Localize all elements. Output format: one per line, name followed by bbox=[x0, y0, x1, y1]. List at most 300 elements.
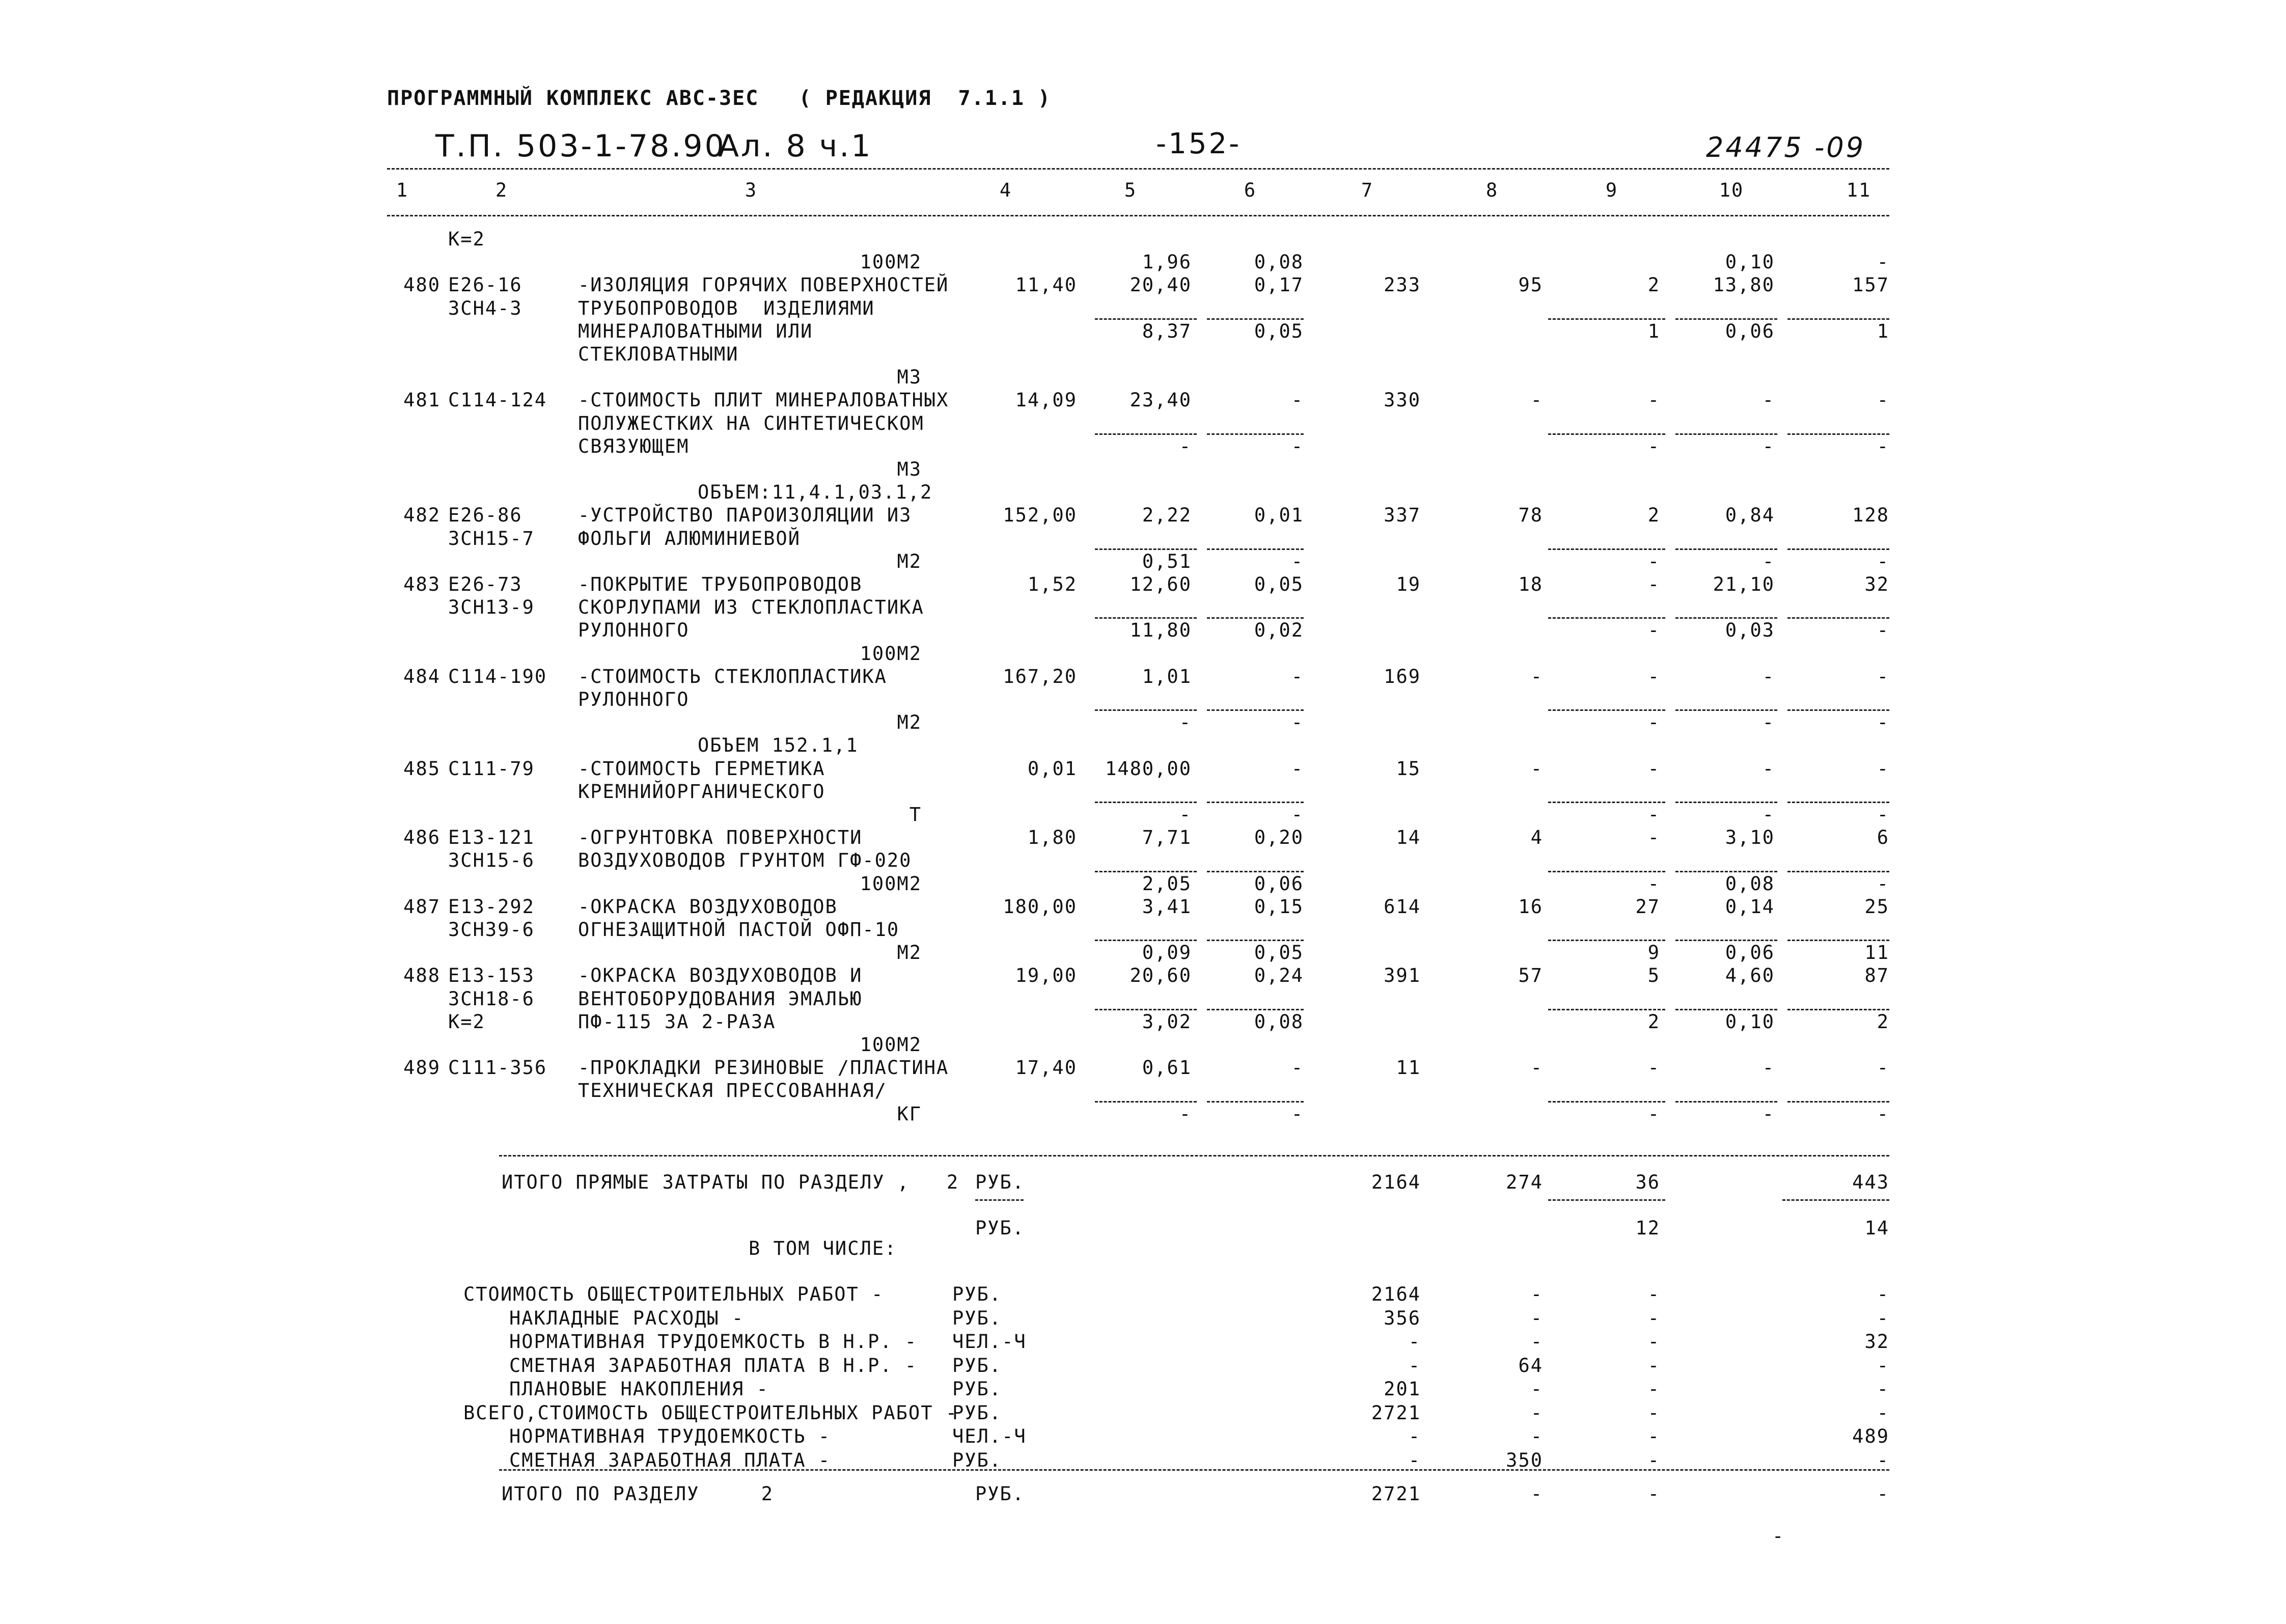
cell-c3: -СТОИМОСТЬ СТЕКЛОПЛАСТИКА bbox=[578, 666, 887, 687]
labor-separator bbox=[1675, 1009, 1777, 1010]
doc-reference: Т.П. 503-1-78.90 bbox=[435, 128, 726, 164]
cell-c3: ВОЗДУХОВОДОВ ГРУНТОМ ГФ-020 bbox=[578, 849, 912, 871]
cell-c4: 1,80 bbox=[1027, 827, 1077, 848]
final-total-c8: - bbox=[1530, 1483, 1543, 1505]
summary-c9: - bbox=[1647, 1331, 1660, 1353]
labor-separator bbox=[1548, 709, 1665, 711]
cell-c6: - bbox=[1291, 389, 1304, 411]
cell-c9: - bbox=[1647, 435, 1660, 457]
cell-c9: - bbox=[1647, 1057, 1660, 1079]
cell-c5: 8,37 bbox=[1142, 320, 1192, 342]
including-label: В ТОМ ЧИСЛЕ: bbox=[749, 1237, 897, 1259]
cell-c1: 484 bbox=[403, 666, 440, 687]
summary-unit: ЧЕЛ.-Ч bbox=[952, 1425, 1027, 1447]
cell-c9: - bbox=[1647, 389, 1660, 411]
cell-c7: 19 bbox=[1396, 573, 1421, 595]
cell-c2: К=2 bbox=[448, 228, 485, 250]
cell-c5: 3,41 bbox=[1142, 896, 1192, 918]
summary-c8: - bbox=[1530, 1307, 1543, 1329]
cell-c7: 391 bbox=[1384, 965, 1421, 986]
cell-c3: -СТОИМОСТЬ ГЕРМЕТИКА bbox=[578, 758, 825, 780]
cell-c5: 2,05 bbox=[1142, 873, 1192, 895]
summary-c8: 64 bbox=[1518, 1355, 1543, 1377]
cell-c11: - bbox=[1877, 251, 1889, 273]
cell-c3: ТЕХНИЧЕСКАЯ ПРЕССОВАННАЯ/ bbox=[578, 1080, 887, 1102]
cell-c3: КРЕМНИЙОРГАНИЧЕСКОГО bbox=[578, 781, 825, 803]
cell-c6: 0,05 bbox=[1254, 320, 1304, 342]
cell-c3: ВЕНТОБОРУДОВАНИЯ ЭМАЛЬЮ bbox=[578, 988, 863, 1010]
cell-c1: 487 bbox=[403, 896, 440, 918]
cost-separator bbox=[1207, 802, 1304, 803]
cell-c3: -УСТРОЙСТВО ПАРОИЗОЛЯЦИИ ИЗ bbox=[578, 504, 912, 526]
cell-c3: СТЕКЛОВАТНЫМИ bbox=[578, 343, 739, 365]
summary-c11: - bbox=[1877, 1307, 1889, 1329]
cell-c5: 7,71 bbox=[1142, 827, 1192, 848]
summary-label: НОРМАТИВНАЯ ТРУДОЕМКОСТЬ В Н.Р. - bbox=[509, 1331, 918, 1353]
cell-c1: 485 bbox=[403, 758, 440, 780]
cell-c6: 0,08 bbox=[1254, 1011, 1304, 1033]
labor-separator bbox=[1787, 709, 1889, 711]
labor-separator bbox=[1548, 548, 1665, 550]
cell-c6: 0,02 bbox=[1254, 619, 1304, 641]
cell-c7: 169 bbox=[1384, 666, 1421, 687]
labor-separator bbox=[1787, 871, 1889, 872]
summary-c7: - bbox=[1408, 1331, 1421, 1353]
cell-c5: 1,96 bbox=[1142, 251, 1192, 273]
labor-separator bbox=[1675, 802, 1777, 803]
summary-c11: - bbox=[1877, 1402, 1889, 1424]
cell-c3: СВЯЗУЮЩЕМ bbox=[578, 435, 690, 457]
cell-c6: 0,05 bbox=[1254, 573, 1304, 595]
cell-c10: - bbox=[1762, 1057, 1775, 1079]
cell-c3: 100М2 bbox=[860, 643, 922, 665]
cell-c11: 25 bbox=[1864, 896, 1889, 918]
cost-separator bbox=[1207, 548, 1304, 550]
cell-c8: 95 bbox=[1518, 274, 1543, 296]
labor-separator bbox=[1548, 433, 1665, 435]
cell-c4: 180,00 bbox=[1003, 896, 1077, 918]
cell-c11: - bbox=[1877, 804, 1889, 825]
summary-c7: 2164 bbox=[1371, 1283, 1421, 1305]
cell-c3: Т bbox=[909, 804, 922, 825]
cell-c6: 0,05 bbox=[1254, 942, 1304, 964]
cell-c2: Е13-153 bbox=[448, 965, 535, 986]
cell-c5: 12,60 bbox=[1130, 573, 1192, 595]
summary-c8: - bbox=[1530, 1283, 1543, 1305]
summary-c9: - bbox=[1647, 1283, 1660, 1305]
cost-separator bbox=[1095, 1101, 1197, 1103]
column-header-9: 9 bbox=[1605, 179, 1618, 201]
cell-c6: - bbox=[1291, 1103, 1304, 1125]
summary-label: ВСЕГО,СТОИМОСТЬ ОБЩЕСТРОИТЕЛЬНЫХ РАБОТ - bbox=[463, 1402, 958, 1424]
column-header-1: 1 bbox=[396, 179, 409, 201]
labor-separator bbox=[1548, 1101, 1665, 1103]
final-rule bbox=[499, 1469, 1889, 1471]
cell-c6: - bbox=[1291, 804, 1304, 825]
summary-c11: - bbox=[1877, 1449, 1889, 1471]
cell-c1: 483 bbox=[403, 573, 440, 595]
cell-c3: М2 bbox=[897, 711, 922, 733]
summary-c7: - bbox=[1408, 1449, 1421, 1471]
cell-c9: 27 bbox=[1635, 896, 1660, 918]
cost-separator bbox=[1095, 617, 1197, 619]
cell-c8: 16 bbox=[1518, 896, 1543, 918]
labor-separator bbox=[1548, 617, 1665, 619]
cell-c5: 0,09 bbox=[1142, 942, 1192, 964]
cell-c6: 0,01 bbox=[1254, 504, 1304, 526]
cell-c5: 20,60 bbox=[1130, 965, 1192, 986]
summary-c9: - bbox=[1647, 1355, 1660, 1377]
cell-c3: М2 bbox=[897, 942, 922, 964]
header-rule-bottom bbox=[387, 215, 1889, 216]
header-rule-top bbox=[387, 168, 1889, 170]
cell-c3: ОБЪЕМ:11,4.1,03.1,2 bbox=[698, 481, 933, 503]
cell-c2: С111-79 bbox=[448, 758, 535, 780]
cost-separator bbox=[1095, 318, 1197, 320]
cell-c4: 14,09 bbox=[1015, 389, 1077, 411]
labor-separator bbox=[1548, 318, 1665, 320]
labor-separator bbox=[1787, 548, 1889, 550]
cell-c10: 0,10 bbox=[1725, 1011, 1775, 1033]
summary-c8: - bbox=[1530, 1331, 1543, 1353]
cell-c3: СКОРЛУПАМИ ИЗ СТЕКЛОПЛАСТИКА bbox=[578, 596, 924, 618]
cell-c4: 11,40 bbox=[1015, 274, 1077, 296]
cell-c10: - bbox=[1762, 758, 1775, 780]
labor-separator bbox=[1787, 940, 1889, 941]
cell-c9: - bbox=[1647, 711, 1660, 733]
cell-c9: 2 bbox=[1647, 504, 1660, 526]
direct-costs-hours: 443 bbox=[1852, 1171, 1889, 1193]
cell-c5: - bbox=[1179, 711, 1192, 733]
cell-c11: 157 bbox=[1852, 274, 1889, 296]
summary-c11: - bbox=[1877, 1355, 1889, 1377]
summary-unit: РУБ. bbox=[952, 1307, 1002, 1329]
cell-c7: 337 bbox=[1384, 504, 1421, 526]
cell-c8: 78 bbox=[1518, 504, 1543, 526]
cell-c10: - bbox=[1762, 1103, 1775, 1125]
cell-c10: - bbox=[1762, 804, 1775, 825]
cell-c2: Е13-121 bbox=[448, 827, 535, 848]
summary-unit: РУБ. bbox=[952, 1355, 1002, 1377]
cell-c3: РУЛОННОГО bbox=[578, 689, 690, 710]
cell-c2: ЗСН18-6 bbox=[448, 988, 535, 1010]
labor-separator bbox=[1675, 318, 1777, 320]
unit-underline bbox=[975, 1199, 1024, 1201]
cell-c10: 0,06 bbox=[1725, 942, 1775, 964]
summary-c9: - bbox=[1647, 1378, 1660, 1400]
cell-c4: 0,01 bbox=[1027, 758, 1077, 780]
cell-c5: - bbox=[1179, 1103, 1192, 1125]
cell-c3: М3 bbox=[897, 366, 922, 388]
cell-c3: ОГНЕЗАЩИТНОЙ ПАСТОЙ ОФП-10 bbox=[578, 919, 900, 941]
summary-c9: - bbox=[1647, 1449, 1660, 1471]
c9-underline bbox=[1548, 1199, 1665, 1201]
cell-c5: 3,02 bbox=[1142, 1011, 1192, 1033]
c11-underline bbox=[1782, 1199, 1889, 1201]
cost-separator bbox=[1095, 709, 1197, 711]
cell-c11: - bbox=[1877, 873, 1889, 895]
cell-c10: 0,03 bbox=[1725, 619, 1775, 641]
cell-c7: 330 bbox=[1384, 389, 1421, 411]
cell-c9: 2 bbox=[1647, 274, 1660, 296]
cell-c5: 1480,00 bbox=[1105, 758, 1192, 780]
cell-c10: - bbox=[1762, 435, 1775, 457]
summary-c9: - bbox=[1647, 1425, 1660, 1447]
cell-c5: 0,51 bbox=[1142, 550, 1192, 572]
column-header-4: 4 bbox=[999, 179, 1012, 201]
cell-c3: ОБЪЕМ 152.1,1 bbox=[698, 734, 859, 756]
cost-separator bbox=[1207, 318, 1304, 320]
final-total-c11: - bbox=[1877, 1483, 1889, 1505]
cell-c3: -ОГРУНТОВКА ПОВЕРХНОСТИ bbox=[578, 827, 863, 848]
cell-c6: - bbox=[1291, 550, 1304, 572]
cell-c1: 489 bbox=[403, 1057, 440, 1079]
cell-c6: - bbox=[1291, 711, 1304, 733]
cell-c9: - bbox=[1647, 804, 1660, 825]
cost-separator bbox=[1207, 1101, 1304, 1103]
cell-c7: 614 bbox=[1384, 896, 1421, 918]
cell-c6: - bbox=[1291, 758, 1304, 780]
cell-c4: 167,20 bbox=[1003, 666, 1077, 687]
cell-c5: 23,40 bbox=[1130, 389, 1192, 411]
cell-c11: - bbox=[1877, 758, 1889, 780]
cell-c10: 13,80 bbox=[1713, 274, 1775, 296]
cell-c7: 14 bbox=[1396, 827, 1421, 848]
direct-costs-label: ИТОГО ПРЯМЫЕ ЗАТРАТЫ ПО РАЗДЕЛУ , 2 bbox=[502, 1171, 959, 1193]
cost-separator bbox=[1095, 1009, 1197, 1010]
cell-c8: 4 bbox=[1530, 827, 1543, 848]
summary-c7: - bbox=[1408, 1425, 1421, 1447]
cell-c2: Е26-16 bbox=[448, 274, 522, 296]
cell-c10: 0,84 bbox=[1725, 504, 1775, 526]
cell-c3: М3 bbox=[897, 458, 922, 480]
cost-separator bbox=[1095, 871, 1197, 872]
cell-c2: К=2 bbox=[448, 1011, 485, 1033]
cell-c11: - bbox=[1877, 619, 1889, 641]
cell-c1: 486 bbox=[403, 827, 440, 848]
cost-separator bbox=[1095, 433, 1197, 435]
final-total-c7: 2721 bbox=[1371, 1483, 1421, 1505]
summary-c9: - bbox=[1647, 1402, 1660, 1424]
cost-separator bbox=[1207, 871, 1304, 872]
direct-costs-c11-second: 14 bbox=[1864, 1217, 1889, 1239]
cell-c3: -ИЗОЛЯЦИЯ ГОРЯЧИХ ПОВЕРХНОСТЕЙ bbox=[578, 274, 949, 296]
cell-c5: 20,40 bbox=[1130, 274, 1192, 296]
direct-costs-machine-wages: 12 bbox=[1635, 1217, 1660, 1239]
cell-c7: 11 bbox=[1396, 1057, 1421, 1079]
cell-c4: 1,52 bbox=[1027, 573, 1077, 595]
footer-mark: - bbox=[1772, 1525, 1785, 1547]
column-header-3: 3 bbox=[745, 179, 758, 201]
cell-c9: - bbox=[1647, 758, 1660, 780]
cell-c7: 233 bbox=[1384, 274, 1421, 296]
cost-separator bbox=[1095, 802, 1197, 803]
cell-c6: 0,06 bbox=[1254, 873, 1304, 895]
summary-unit: РУБ. bbox=[952, 1402, 1002, 1424]
cell-c9: - bbox=[1647, 550, 1660, 572]
cell-c2: ЗСН4-3 bbox=[448, 297, 522, 319]
cell-c4: 152,00 bbox=[1003, 504, 1077, 526]
cell-c3: МИНЕРАЛОВАТНЫМИ ИЛИ bbox=[578, 320, 813, 342]
cell-c10: 21,10 bbox=[1713, 573, 1775, 595]
labor-separator bbox=[1548, 1009, 1665, 1010]
direct-costs-labor: 274 bbox=[1506, 1171, 1543, 1193]
cell-c3: ПОЛУЖЕСТКИХ НА СИНТЕТИЧЕСКОМ bbox=[578, 412, 924, 434]
summary-c11: - bbox=[1877, 1283, 1889, 1305]
cell-c2: ЗСН15-7 bbox=[448, 528, 535, 549]
summary-unit: РУБ. bbox=[952, 1283, 1002, 1305]
cell-c6: - bbox=[1291, 666, 1304, 687]
album-label: Ал. 8 ч.1 bbox=[718, 128, 873, 164]
cell-c2: ЗСН13-9 bbox=[448, 596, 535, 618]
labor-separator bbox=[1675, 1101, 1777, 1103]
summary-c11: - bbox=[1877, 1378, 1889, 1400]
labor-separator bbox=[1787, 318, 1889, 320]
cell-c3: 100М2 bbox=[860, 251, 922, 273]
cell-c1: 482 bbox=[403, 504, 440, 526]
cell-c5: - bbox=[1179, 435, 1192, 457]
cell-c11: - bbox=[1877, 389, 1889, 411]
cell-c10: 0,14 bbox=[1725, 896, 1775, 918]
cell-c5: 2,22 bbox=[1142, 504, 1192, 526]
direct-costs-unit-2: РУБ. bbox=[975, 1217, 1025, 1239]
final-total-label: ИТОГО ПО РАЗДЕЛУ 2 bbox=[502, 1483, 774, 1505]
summary-label: СМЕТНАЯ ЗАРАБОТНАЯ ПЛАТА В Н.Р. - bbox=[509, 1355, 918, 1377]
cell-c11: 11 bbox=[1864, 942, 1889, 964]
cell-c5: - bbox=[1179, 804, 1192, 825]
cell-c8: - bbox=[1530, 389, 1543, 411]
cost-separator bbox=[1207, 709, 1304, 711]
labor-separator bbox=[1675, 709, 1777, 711]
cell-c10: 0,06 bbox=[1725, 320, 1775, 342]
cell-c1: 480 bbox=[403, 274, 440, 296]
labor-separator bbox=[1675, 617, 1777, 619]
cell-c5: 1,01 bbox=[1142, 666, 1192, 687]
cost-separator bbox=[1207, 1009, 1304, 1010]
cell-c6: - bbox=[1291, 435, 1304, 457]
summary-unit: ЧЕЛ.-Ч bbox=[952, 1331, 1027, 1353]
cell-c10: - bbox=[1762, 389, 1775, 411]
cost-separator bbox=[1207, 617, 1304, 619]
summary-c8: - bbox=[1530, 1425, 1543, 1447]
cell-c11: 1 bbox=[1877, 320, 1889, 342]
cell-c9: - bbox=[1647, 619, 1660, 641]
cell-c9: 2 bbox=[1647, 1011, 1660, 1033]
cell-c10: 3,10 bbox=[1725, 827, 1775, 848]
summary-c7: 356 bbox=[1384, 1307, 1421, 1329]
cell-c3: М2 bbox=[897, 550, 922, 572]
cell-c2: ЗСН39-6 bbox=[448, 919, 535, 941]
column-header-11: 11 bbox=[1846, 179, 1871, 201]
cell-c3: ФОЛЬГИ АЛЮМИНИЕВОЙ bbox=[578, 528, 801, 549]
direct-costs-unit: РУБ. bbox=[975, 1171, 1025, 1193]
labor-separator bbox=[1548, 940, 1665, 941]
totals-rule bbox=[499, 1155, 1889, 1157]
cell-c3: -ОКРАСКА ВОЗДУХОВОДОВ И bbox=[578, 965, 863, 986]
summary-c7: 201 bbox=[1384, 1378, 1421, 1400]
cost-separator bbox=[1095, 548, 1197, 550]
program-title: ПРОГРАММНЫЙ КОМПЛЕКС АВС-3ЕС ( РЕДАКЦИЯ 7.1.1 ) bbox=[387, 87, 1052, 110]
cell-c3: -ОКРАСКА ВОЗДУХОВОДОВ bbox=[578, 896, 838, 918]
cell-c3: 100М2 bbox=[860, 873, 922, 895]
cell-c6: 0,08 bbox=[1254, 251, 1304, 273]
cell-c3: ПФ-115 ЗА 2-РАЗА bbox=[578, 1011, 776, 1033]
cell-c1: 481 bbox=[403, 389, 440, 411]
cell-c8: - bbox=[1530, 1057, 1543, 1079]
cell-c11: - bbox=[1877, 666, 1889, 687]
cost-separator bbox=[1095, 940, 1197, 941]
cell-c3: -ПОКРЫТИЕ ТРУБОПРОВОДОВ bbox=[578, 573, 863, 595]
labor-separator bbox=[1787, 433, 1889, 435]
cell-c6: 0,15 bbox=[1254, 896, 1304, 918]
summary-c11: 489 bbox=[1852, 1425, 1889, 1447]
cell-c5: 0,61 bbox=[1142, 1057, 1192, 1079]
cell-c9: - bbox=[1647, 827, 1660, 848]
cell-c2: С111-356 bbox=[448, 1057, 547, 1079]
summary-c11: 32 bbox=[1864, 1331, 1889, 1353]
summary-label: НАКЛАДНЫЕ РАСХОДЫ - bbox=[509, 1307, 745, 1329]
cell-c11: - bbox=[1877, 1057, 1889, 1079]
cell-c9: - bbox=[1647, 573, 1660, 595]
cell-c10: 0,10 bbox=[1725, 251, 1775, 273]
cell-c4: 19,00 bbox=[1015, 965, 1077, 986]
cell-c10: 4,60 bbox=[1725, 965, 1775, 986]
cell-c7: 15 bbox=[1396, 758, 1421, 780]
summary-c8: - bbox=[1530, 1378, 1543, 1400]
cell-c9: 9 bbox=[1647, 942, 1660, 964]
cell-c2: С114-190 bbox=[448, 666, 547, 687]
labor-separator bbox=[1787, 802, 1889, 803]
labor-separator bbox=[1675, 433, 1777, 435]
cell-c2: Е26-73 bbox=[448, 573, 522, 595]
labor-separator bbox=[1675, 871, 1777, 872]
labor-separator bbox=[1548, 871, 1665, 872]
summary-label: ПЛАНОВЫЕ НАКОПЛЕНИЯ - bbox=[509, 1378, 769, 1400]
cell-c3: -СТОИМОСТЬ ПЛИТ МИНЕРАЛОВАТНЫХ bbox=[578, 389, 949, 411]
cell-c11: 128 bbox=[1852, 504, 1889, 526]
summary-label: СТОИМОСТЬ ОБЩЕСТРОИТЕЛЬНЫХ РАБОТ - bbox=[463, 1283, 884, 1305]
cell-c3: 100М2 bbox=[860, 1034, 922, 1056]
cell-c9: - bbox=[1647, 666, 1660, 687]
column-header-7: 7 bbox=[1361, 179, 1374, 201]
cell-c9: 5 bbox=[1647, 965, 1660, 986]
cell-c11: - bbox=[1877, 1103, 1889, 1125]
summary-unit: РУБ. bbox=[952, 1378, 1002, 1400]
column-header-6: 6 bbox=[1244, 179, 1257, 201]
cell-c9: 1 bbox=[1647, 320, 1660, 342]
cell-c2: С114-124 bbox=[448, 389, 547, 411]
column-header-2: 2 bbox=[495, 179, 508, 201]
labor-separator bbox=[1675, 548, 1777, 550]
cell-c11: 6 bbox=[1877, 827, 1889, 848]
cell-c5: 11,80 bbox=[1130, 619, 1192, 641]
cell-c11: 2 bbox=[1877, 1011, 1889, 1033]
direct-costs-total: 2164 bbox=[1371, 1171, 1421, 1193]
page-number: -152- bbox=[1156, 127, 1242, 160]
summary-c7: - bbox=[1408, 1355, 1421, 1377]
column-header-8: 8 bbox=[1485, 179, 1499, 201]
column-header-10: 10 bbox=[1719, 179, 1744, 201]
cell-c6: 0,20 bbox=[1254, 827, 1304, 848]
cell-c3: РУЛОННОГО bbox=[578, 619, 690, 641]
labor-separator bbox=[1787, 1009, 1889, 1010]
final-total-unit: РУБ. bbox=[975, 1483, 1025, 1505]
final-total-c9: - bbox=[1647, 1483, 1660, 1505]
cell-c8: 18 bbox=[1518, 573, 1543, 595]
labor-separator bbox=[1548, 802, 1665, 803]
summary-c9: - bbox=[1647, 1307, 1660, 1329]
cell-c9: - bbox=[1647, 873, 1660, 895]
